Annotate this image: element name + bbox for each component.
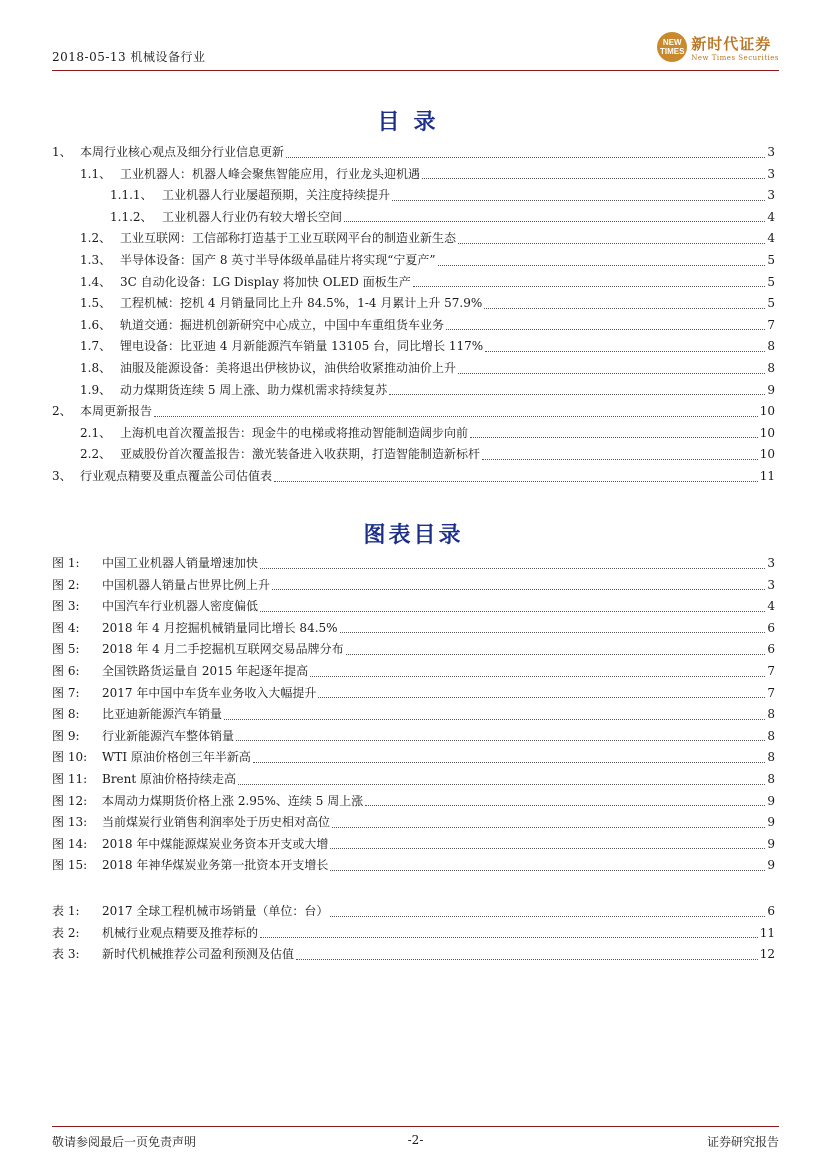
logo-cn-name: 新时代证券	[691, 34, 772, 53]
entry-page-number: 3	[767, 188, 775, 203]
entry-number: 图 14:	[52, 836, 88, 851]
dot-leader	[484, 308, 765, 309]
entry-title: 上海机电首次覆盖报告：现金牛的电梯或将推动智能制造阔步向前	[120, 425, 469, 440]
figure-entry[interactable]	[52, 553, 775, 575]
toc-entry[interactable]	[52, 250, 775, 272]
entry-page-number: 3	[767, 556, 775, 570]
toc-entry[interactable]	[52, 466, 775, 488]
entry-title: 工业机器人行业仍有较大增长空间	[162, 209, 343, 224]
entry-title: 2018 年 4 月二手挖掘机互联网交易品牌分布	[102, 642, 344, 657]
header-rule	[52, 70, 779, 71]
dot-leader	[365, 805, 765, 806]
entry-title: 行业观点精要及重点覆盖公司估值表	[80, 468, 273, 483]
figure-entry[interactable]	[52, 618, 775, 640]
entry-title: 2017 全球工程机械市场销量（单位：台）	[102, 904, 329, 918]
dot-leader	[330, 848, 765, 849]
entry-number: 1.8、	[80, 360, 112, 375]
dot-leader	[260, 937, 758, 938]
table-list	[52, 901, 775, 966]
entry-number: 2、	[52, 404, 72, 419]
entry-title: 机械行业观点精要及推荐标的	[102, 925, 259, 940]
entry-page-number: 9	[767, 793, 775, 808]
entry-page-number: 9	[767, 815, 775, 830]
entry-title: 全国铁路货运量自 2015 年起逐年提高	[102, 663, 309, 678]
entry-title: 2018 年 4 月挖掘机械销量同比增长 84.5%	[102, 620, 338, 635]
entry-number: 图 13:	[52, 815, 88, 830]
dot-leader	[340, 632, 766, 633]
entry-number: 3、	[52, 468, 72, 483]
entry-title: 本周更新报告	[80, 404, 153, 419]
dot-leader	[485, 351, 765, 352]
entry-number: 图 2:	[52, 577, 80, 592]
figure-entry[interactable]	[52, 791, 775, 813]
entry-number: 图 7:	[52, 685, 80, 700]
entry-number: 1、	[52, 145, 72, 159]
footer-disclaimer[interactable]: 敬请参阅最后一页免责声明	[52, 1135, 197, 1149]
entry-title: 工业互联网：工信部称打造基于工业互联网平台的制造业新生态	[120, 231, 457, 246]
entry-title: Brent 原油价格持续走高	[102, 771, 237, 786]
toc-entry[interactable]	[52, 228, 775, 250]
entry-number: 2.1、	[80, 425, 112, 440]
logo-badge-icon: NEW TIMES	[657, 32, 687, 62]
entry-page-number: 8	[767, 360, 775, 375]
dot-leader	[236, 740, 765, 741]
entry-title: 2018 年中煤能源煤炭业务资本开支或大增	[102, 836, 329, 851]
entry-title: 工业机器人行业屡超预期，关注度持续提升	[162, 188, 391, 203]
entry-number: 1.2、	[80, 231, 112, 246]
entry-title: 2018 年神华煤炭业务第一批资本开支增长	[102, 858, 329, 873]
entry-number: 1.7、	[80, 339, 112, 354]
entry-page-number: 10	[759, 425, 775, 440]
dot-leader	[422, 178, 765, 179]
entry-title: 行业新能源汽车整体销量	[102, 728, 235, 743]
entry-page-number: 8	[767, 750, 775, 765]
entry-page-number: 10	[759, 447, 775, 462]
entry-title: 中国机器人销量占世界比例上升	[102, 577, 271, 592]
dot-leader	[154, 416, 758, 417]
footer-page-number: -2-	[407, 1133, 424, 1147]
table-entry[interactable]	[52, 944, 775, 966]
dot-leader	[346, 654, 766, 655]
toc-entry[interactable]	[52, 336, 775, 358]
dot-leader	[389, 394, 765, 395]
entry-page-number: 6	[767, 620, 775, 635]
entry-title: 本周动力煤期货价格上涨 2.95%、连续 5 周上涨	[102, 793, 364, 808]
toc-list	[52, 142, 775, 488]
entry-page-number: 5	[767, 296, 775, 311]
entry-number: 图 11:	[52, 771, 88, 786]
figure-entry[interactable]	[52, 596, 775, 618]
toc-entry[interactable]	[52, 358, 775, 380]
dot-leader	[296, 959, 758, 960]
entry-title: 新时代机械推荐公司盈利预测及估值	[102, 947, 295, 962]
entry-page-number: 5	[767, 274, 775, 289]
dot-leader	[458, 243, 765, 244]
figure-entry[interactable]	[52, 769, 775, 791]
dot-leader	[470, 437, 758, 438]
entry-number: 图 5:	[52, 642, 80, 657]
entry-page-number: 3	[767, 577, 775, 592]
entry-page-number: 3	[767, 166, 775, 181]
entry-title: 轨道交通：掘进机创新研究中心成立，中国中车重组货车业务	[120, 317, 445, 332]
entry-title: 中国工业机器人销量增速加快	[102, 556, 259, 570]
dot-leader	[272, 589, 765, 590]
entry-number: 1.1.2、	[110, 209, 153, 224]
figure-entry[interactable]	[52, 855, 775, 877]
entry-number: 1.9、	[80, 382, 112, 397]
table-entry[interactable]	[52, 923, 775, 945]
toc-entry[interactable]	[52, 315, 775, 337]
entry-number: 1.4、	[80, 274, 112, 289]
entry-title: 工程机械：挖机 4 月销量同比上升 84.5%，1-4 月累计上升 57.9%	[120, 296, 483, 311]
dot-leader	[330, 870, 765, 871]
entry-page-number: 10	[759, 404, 775, 419]
dot-leader	[224, 719, 765, 720]
entry-title: 中国汽车行业机器人密度偏低	[102, 599, 259, 614]
entry-title: 动力煤期货连续 5 周上涨、助力煤机需求持续复苏	[120, 382, 388, 397]
footer-report-type: 证券研究报告	[706, 1135, 779, 1149]
entry-page-number: 9	[767, 836, 775, 851]
entry-title: 亚威股份首次覆盖报告：激光装备进入收获期，打造智能制造新标杆	[120, 447, 481, 462]
figure-entry[interactable]	[52, 683, 775, 705]
logo-en-name: New Times Securities	[691, 53, 779, 62]
entry-title: 当前煤炭行业销售利润率处于历史相对高位	[102, 815, 331, 830]
dot-leader	[413, 286, 766, 287]
toc-entry[interactable]	[52, 293, 775, 315]
entry-page-number: 6	[767, 904, 775, 918]
entry-title: 本周行业核心观点及细分行业信息更新	[80, 145, 285, 159]
entry-page-number: 9	[767, 858, 775, 873]
entry-page-number: 3	[767, 145, 775, 159]
dot-leader	[344, 221, 765, 222]
header-date-section: 2018-05-13 机械设备行业	[52, 50, 206, 64]
entry-number: 1.1.1、	[110, 188, 153, 203]
dot-leader	[318, 697, 765, 698]
entry-page-number: 8	[767, 771, 775, 786]
entry-title: 锂电设备：比亚迪 4 月新能源汽车销量 13105 台，同比增长 117%	[120, 339, 484, 354]
figure-entry[interactable]	[52, 575, 775, 597]
dot-leader	[330, 916, 765, 917]
footer-rule	[52, 1126, 779, 1127]
entry-page-number: 4	[767, 209, 775, 224]
entry-number: 图 6:	[52, 663, 80, 678]
figure-entry[interactable]	[52, 812, 775, 834]
figure-entry[interactable]	[52, 639, 775, 661]
entry-number: 图 10:	[52, 750, 88, 765]
entry-page-number: 7	[767, 663, 775, 678]
entry-title: 油服及能源设备：美将退出伊核协议，油供给收紧推动油价上升	[120, 360, 457, 375]
entry-number: 图 3:	[52, 599, 80, 614]
entry-number: 图 4:	[52, 620, 80, 635]
toc-entry[interactable]	[52, 185, 775, 207]
toc-entry[interactable]	[52, 272, 775, 294]
page-header	[52, 30, 779, 70]
dot-leader	[438, 265, 766, 266]
entry-page-number: 4	[767, 599, 775, 614]
entry-number: 图 15:	[52, 858, 88, 873]
figure-entry[interactable]	[52, 834, 775, 856]
figure-list	[52, 553, 775, 877]
entry-number: 1.3、	[80, 252, 112, 267]
entry-title: 比亚迪新能源汽车销量	[102, 707, 223, 722]
entry-title: 工业机器人：机器人峰会聚焦智能应用，行业龙头迎机遇	[120, 166, 421, 181]
toc-entry[interactable]	[52, 380, 775, 402]
entry-page-number: 8	[767, 728, 775, 743]
entry-number: 表 3:	[52, 947, 80, 962]
entry-number: 1.5、	[80, 296, 112, 311]
figure-entry[interactable]	[52, 726, 775, 748]
dot-leader	[446, 329, 765, 330]
entry-page-number: 9	[767, 382, 775, 397]
entry-page-number: 6	[767, 642, 775, 657]
entry-page-number: 11	[759, 468, 775, 483]
entry-number: 表 2:	[52, 925, 80, 940]
entry-number: 图 9:	[52, 728, 80, 743]
entry-title: 半导体设备：国产 8 英寸半导体级单晶硅片将实现“宁夏产”	[120, 252, 436, 267]
toc-entry[interactable]	[52, 401, 775, 423]
entry-number: 2.2、	[80, 447, 112, 462]
entry-title: 2017 年中国中车货车业务收入大幅提升	[102, 685, 317, 700]
entry-page-number: 12	[759, 947, 775, 962]
toc-entry[interactable]	[52, 164, 775, 186]
toc-entry[interactable]	[52, 142, 775, 164]
dot-leader	[392, 200, 765, 201]
dot-leader	[482, 459, 758, 460]
entry-page-number: 8	[767, 339, 775, 354]
entry-number: 图 12:	[52, 793, 88, 808]
dot-leader	[260, 611, 765, 612]
dot-leader	[274, 481, 758, 482]
dot-leader	[260, 568, 765, 569]
entry-number: 图 8:	[52, 707, 80, 722]
entry-title: 3C 自动化设备：LG Display 将加快 OLED 面板生产	[120, 274, 411, 289]
entry-page-number: 5	[767, 252, 775, 267]
dot-leader	[310, 676, 765, 677]
dot-leader	[253, 762, 765, 763]
entry-page-number: 7	[767, 317, 775, 332]
figure-entry[interactable]	[52, 661, 775, 683]
entry-number: 图 1:	[52, 556, 80, 570]
entry-title: WTI 原油价格创三年半新高	[102, 750, 251, 765]
entry-number: 1.1、	[80, 166, 112, 181]
entry-page-number: 8	[767, 707, 775, 722]
dot-leader	[286, 157, 765, 158]
entry-page-number: 11	[759, 925, 775, 940]
company-logo	[657, 32, 779, 62]
figures-title: 图表目录	[363, 522, 464, 548]
dot-leader	[238, 784, 765, 785]
toc-entry[interactable]	[52, 423, 775, 445]
toc-entry[interactable]	[52, 207, 775, 229]
table-entry[interactable]	[52, 901, 775, 923]
entry-number: 表 1:	[52, 904, 80, 918]
toc-title: 目录	[377, 109, 450, 135]
entry-number: 1.6、	[80, 317, 112, 332]
dot-leader	[458, 373, 765, 374]
dot-leader	[332, 827, 765, 828]
entry-page-number: 7	[767, 685, 775, 700]
figure-entry[interactable]	[52, 747, 775, 769]
toc-entry[interactable]	[52, 444, 775, 466]
figure-entry[interactable]	[52, 704, 775, 726]
entry-page-number: 4	[767, 231, 775, 246]
